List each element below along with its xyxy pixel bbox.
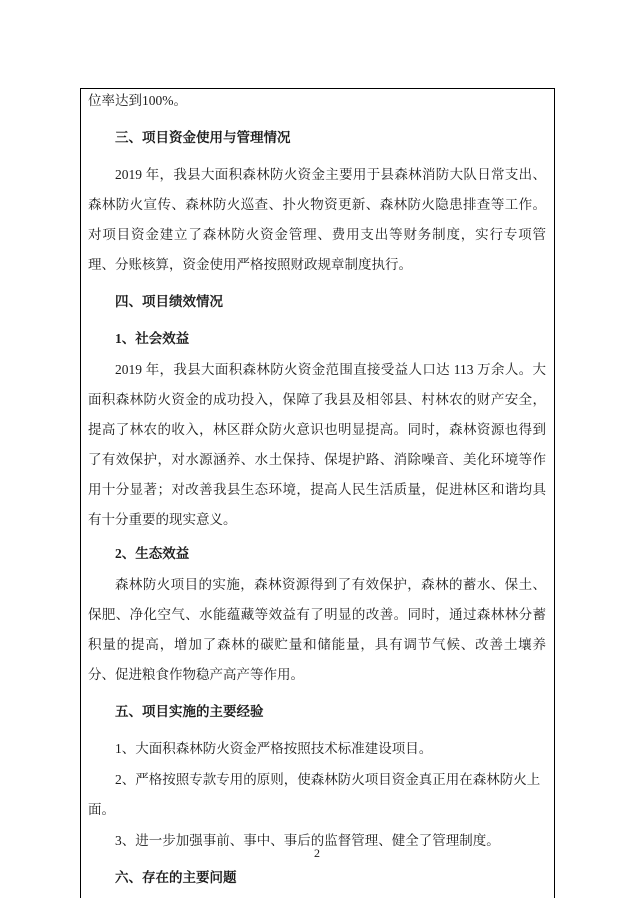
document-body: [88, 86, 546, 900]
section-heading-3: 三、项目资金使用与管理情况: [115, 130, 291, 145]
paragraph-social: 2019 年，我县大面积森林防火资金范围直接受益人口达 113 万余人。大面积森林防火资金的成功投入，保障了我县及相邻县、村林农的财产安全，提高了林农的收入，林区群众防火意识也明显提高。同时，森林资源也得到了有效保护，对水源涵养、水土保持、保堤护路、消除噪音、美化环境等作用十分显著；对改善我县生态环境，提高人民生活质量，促进林区和谐均具有十分重要的现实意义。: [88, 362, 546, 527]
experience-item-3: 3、进一步加强事前、事中、事后的监督管理、健全了管理制度。: [115, 833, 500, 848]
section-heading-4: 四、项目绩效情况: [115, 294, 223, 309]
page-number: 2: [314, 846, 320, 860]
section-heading-5: 五、项目实施的主要经验: [115, 704, 264, 719]
paragraph-funds-usage: 2019 年，我县大面积森林防火资金主要用于县森林消防大队日常支出、森林防火宣传、森林防火巡查、扑火物资更新、森林防火隐患排查等工作。对项目资金建立了森林防火资金管理、费用支出等财务制度，实行专项管理、分账核算，资金使用严格按照财政规章制度执行。: [88, 167, 546, 272]
subheading-ecological: 2、生态效益: [115, 546, 190, 561]
experience-item-2: 2、严格按照专款专用的原则，使森林防火项目资金真正用在森林防火上面。: [88, 772, 541, 817]
experience-item-1: 1、大面积森林防火资金严格按照技术标准建设项目。: [115, 741, 433, 756]
subheading-social: 1、社会效益: [115, 331, 190, 346]
carryover-line: 位率达到100%。: [88, 93, 187, 108]
section-heading-6: 六、存在的主要问题: [115, 870, 237, 885]
paragraph-ecological: 森林防火项目的实施，森林资源得到了有效保护，森林的蓄水、保土、保肥、净化空气、水能蕴藏等效益有了明显的改善。同时，通过森林林分蓄积量的提高，增加了森林的碳贮量和储能量，具有调节气候、改善土壤养分、促进粮食作物稳产高产等作用。: [88, 577, 546, 682]
